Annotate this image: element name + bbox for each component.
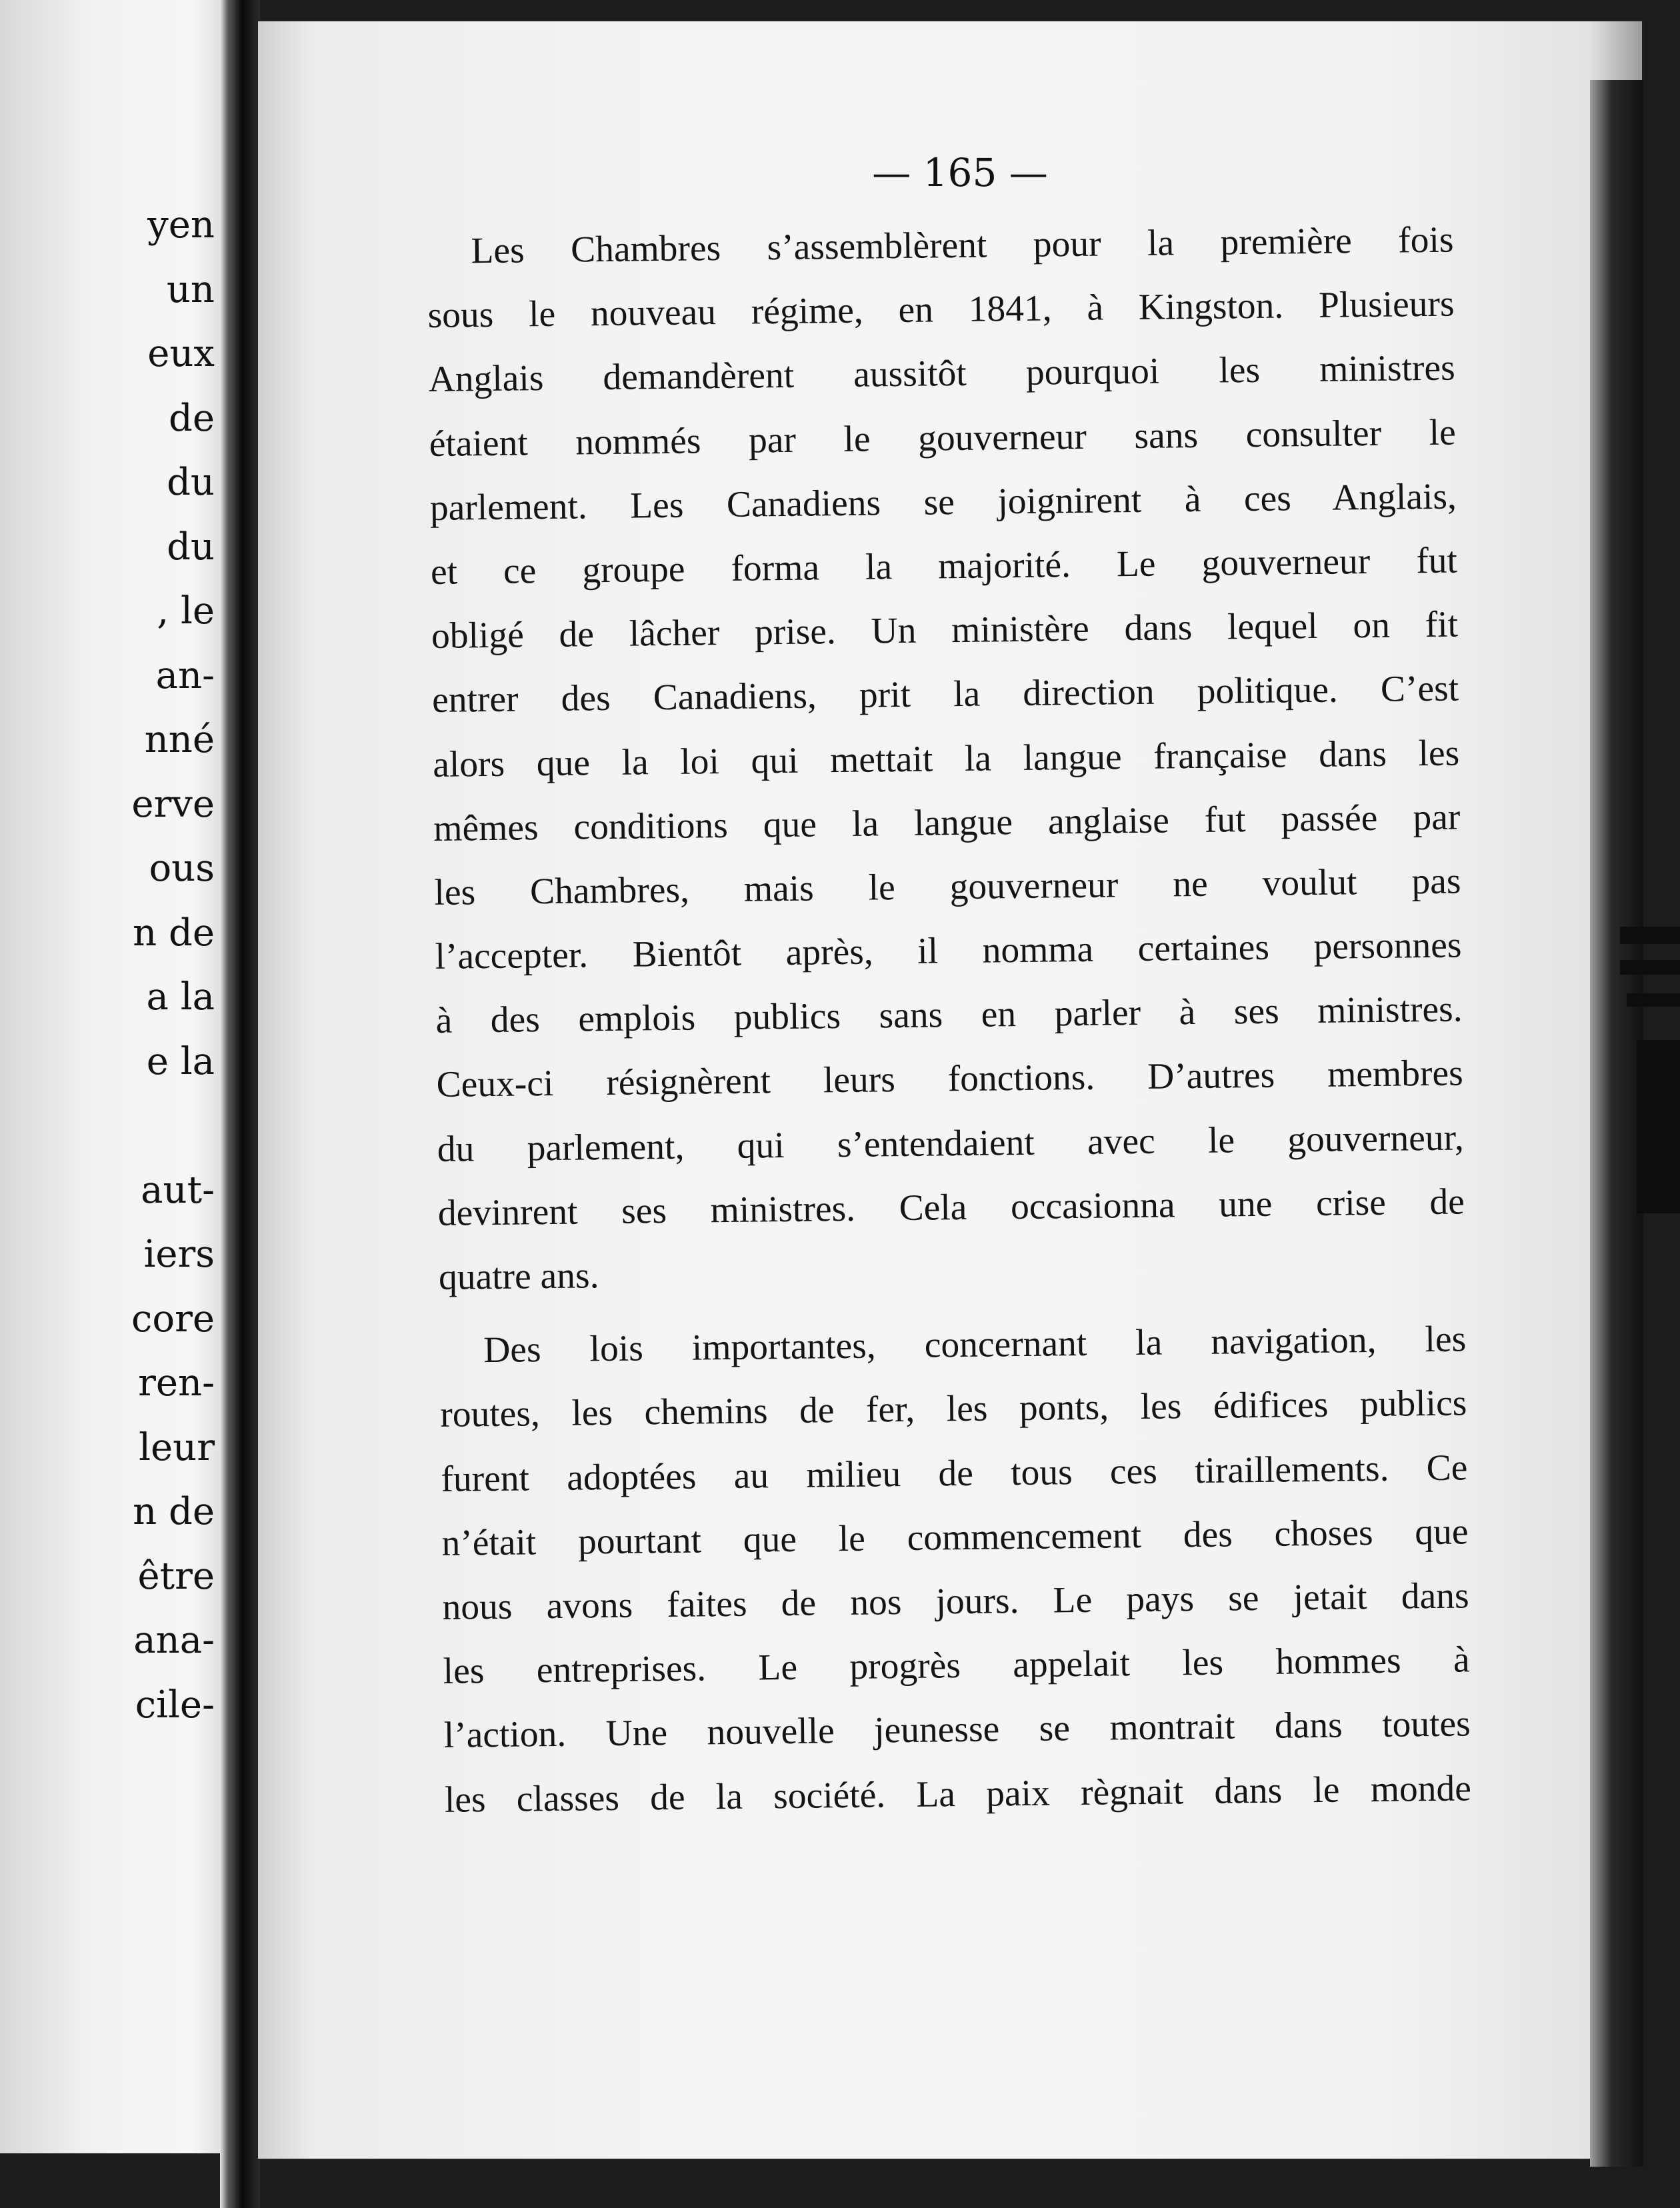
left-line: de (169, 396, 215, 440)
text-line: les classes de la société. La paix règnait dans le monde (444, 1767, 1472, 1821)
left-page-fragment (0, 0, 227, 2153)
edge-stain (1637, 1040, 1680, 1213)
text-line: à des emplois publics sans en parler à ses ministres. (435, 989, 1463, 1042)
paragraph (427, 209, 1465, 1311)
left-line: du (167, 461, 215, 504)
left-line: erve (131, 782, 215, 826)
left-line: ana- (133, 1619, 215, 1662)
text-line: n’était pourtant que le commencement des choses que (441, 1511, 1469, 1564)
edge-stain (1620, 927, 1680, 944)
left-line: être (137, 1554, 215, 1598)
text-line: Des lois importantes, concernant la navigation, les (483, 1319, 1467, 1371)
left-line: n de (133, 911, 215, 955)
left-line: ous (149, 847, 215, 890)
text-line: et ce groupe forma la majorité. Le gouverneur fut (430, 540, 1458, 593)
edge-stain (1620, 960, 1680, 975)
text-line: parlement. Les Canadiens se joignirent à ces Anglais, (429, 476, 1457, 529)
text-line: routes, les chemins de fer, les ponts, les édifices publics (439, 1383, 1467, 1436)
left-line: un (166, 267, 215, 311)
text-line: mêmes conditions que la langue anglaise fut passée par (433, 797, 1461, 849)
text-line: nous avons faites de nos jours. Le pays se jetait dans (442, 1575, 1469, 1628)
body-text (427, 209, 1471, 1833)
left-line: nné (144, 718, 215, 761)
text-line: obligé de lâcher prise. Un ministère dans lequel on fit (431, 604, 1459, 657)
left-line: iers (143, 1233, 215, 1276)
left-line: e la (146, 1039, 215, 1083)
left-line: yen (147, 203, 215, 247)
left-line: an- (155, 653, 215, 697)
text-line: devinrent ses ministres. Cela occasionna une crise de (437, 1181, 1465, 1234)
text-line: quatre ans. (438, 1255, 599, 1298)
text-line: furent adoptées au milieu de tous ces tiraillements. Ce (441, 1447, 1468, 1500)
left-line: , le (157, 589, 215, 633)
text-line: entrer des Canadiens, prit la direction politique. C’est (431, 668, 1459, 721)
left-page-line-endings (131, 193, 215, 1737)
text-line: l’action. Une nouvelle jeunesse se montrait dans toutes (443, 1703, 1471, 1757)
page-edge-shadow (1590, 80, 1643, 2167)
edge-stain (1627, 993, 1680, 1007)
left-line: ren- (138, 1361, 215, 1405)
page-number: — 165 — (872, 150, 1048, 195)
text-line: l’accepter. Bientôt après, il nomma certaines personnes (435, 925, 1462, 977)
left-line: du (167, 525, 215, 569)
paragraph (439, 1308, 1472, 1833)
text-line: Ceux-ci résignèrent leurs fonctions. D’autres membres (436, 1053, 1463, 1106)
text-line: les Chambres, mais le gouverneur ne voulut pas (434, 861, 1461, 913)
text-line: les entreprises. Le progrès appelait les hommes à (443, 1639, 1470, 1692)
left-line: aut- (141, 1168, 215, 1212)
text-line: sous le nouveau régime, en 1841, à Kingston. Plusieurs (427, 283, 1455, 337)
left-line: n de (133, 1490, 215, 1533)
left-line (131, 1094, 215, 1159)
left-line: leur (139, 1425, 215, 1469)
book-gutter (220, 0, 260, 2208)
text-line: étaient nommés par le gouverneur sans consulter le (429, 412, 1457, 465)
left-line: a la (146, 975, 215, 1019)
left-line: core (131, 1297, 215, 1341)
text-line: Les Chambres s’assemblèrent pour la première fois (471, 219, 1454, 272)
text-line: du parlement, qui s’entendaient avec le gouverneur, (437, 1117, 1465, 1170)
text-line: alors que la loi qui mettait la langue française dans les (432, 732, 1460, 785)
left-line: cile- (135, 1683, 215, 1727)
left-line: eux (147, 332, 215, 375)
text-line: Anglais demandèrent aussitôt pourquoi les ministres (428, 347, 1455, 401)
